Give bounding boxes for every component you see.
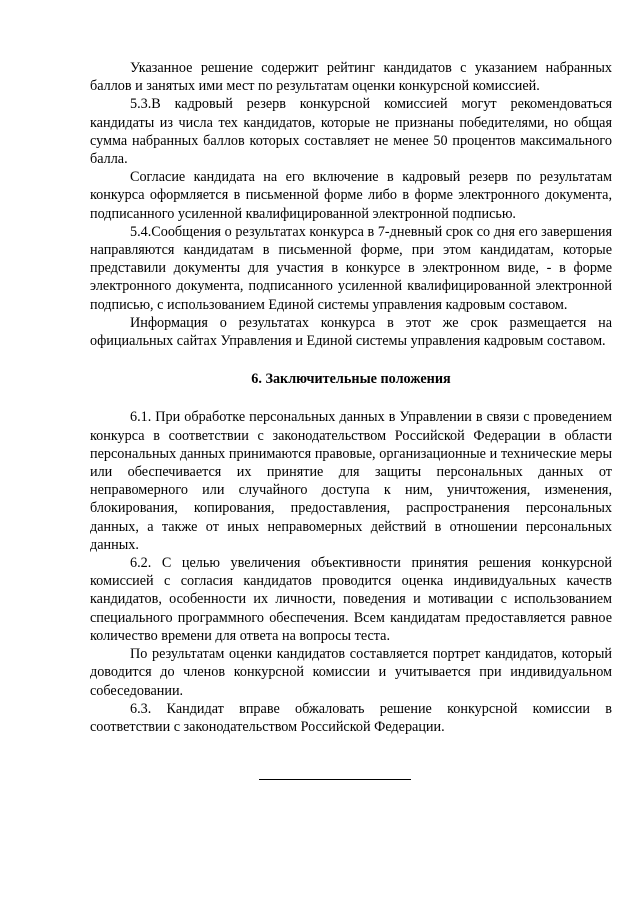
paragraph-5-4: 5.4.Сообщения о результатах конкурса в 7-дневный срок со дня его завершения направляются кандидатам в письменной форме, при этом кандидатам, которые представили документы для участия в конкурсе в электронном виде, - в форме электронного документа, подписанного усиленной квалифицированной электронной подписью, с использованием Единой системы управления кадровым составом. [90, 223, 612, 313]
paragraph-6-3: 6.3. Кандидат вправе обжаловать решение конкурсной комиссии в соответствии с законодательством Российской Федерации. [90, 700, 612, 735]
paragraph-6-2: 6.2. С целью увеличения объективности принятия решения конкурсной комиссией с согласия кандидатов проводится оценка индивидуальных качеств кандидатов, особенности их личности, поведения и мотивации с использованием специального программного обеспечения. Всем кандидатам предоставляется равное количество времени для ответа на вопросы теста. [90, 555, 612, 644]
paragraph-rating: Указанное решение содержит рейтинг кандидатов с указанием набранных баллов и занятых ими мест по результатам оценки конкурсной комиссией. [90, 60, 612, 95]
separator-line [259, 779, 411, 780]
paragraph-consent: Согласие кандидата на его включение в кадровый резерв по результатам конкурса оформляется в письменной форме либо в форме электронного документа, подписанного усиленной квалифицированной электронной подписью. [90, 169, 612, 222]
paragraph-6-1: 6.1. При обработке персональных данных в Управлении в связи с проведением конкурса в соответствии с законодательством Российской Федерации в области персональных данных принимаются правовые, организационные и технические меры или обеспечивается их принятие для защиты персональных данных от неправомерного или случайного доступа к ним, уничтожения, изменения, блокирования, копирования, предоставления, распространения персональных данных, а также от иных неправомерных действий в отношении персональных данных. [90, 409, 612, 553]
paragraph-5-3: 5.3.В кадровый резерв конкурсной комиссией могут рекомендоваться кандидаты из числа тех кандидатов, которые не признаны победителями, но общая сумма набранных баллов которых составляет не менее 50 процентов максимального балла. [90, 96, 612, 168]
document-page [90, 59, 612, 736]
paragraph-portrait: По результатам оценки кандидатов составляется портрет кандидатов, который доводится до членов конкурсной комиссии и учитывается при индивидуальном собеседовании. [90, 646, 612, 699]
paragraph-publication: Информация о результатах конкурса в этот же срок размещается на официальных сайтах Управления и Единой системы управления кадровым составом. [90, 314, 612, 350]
section-heading: 6. Заключительные положения [251, 371, 451, 388]
